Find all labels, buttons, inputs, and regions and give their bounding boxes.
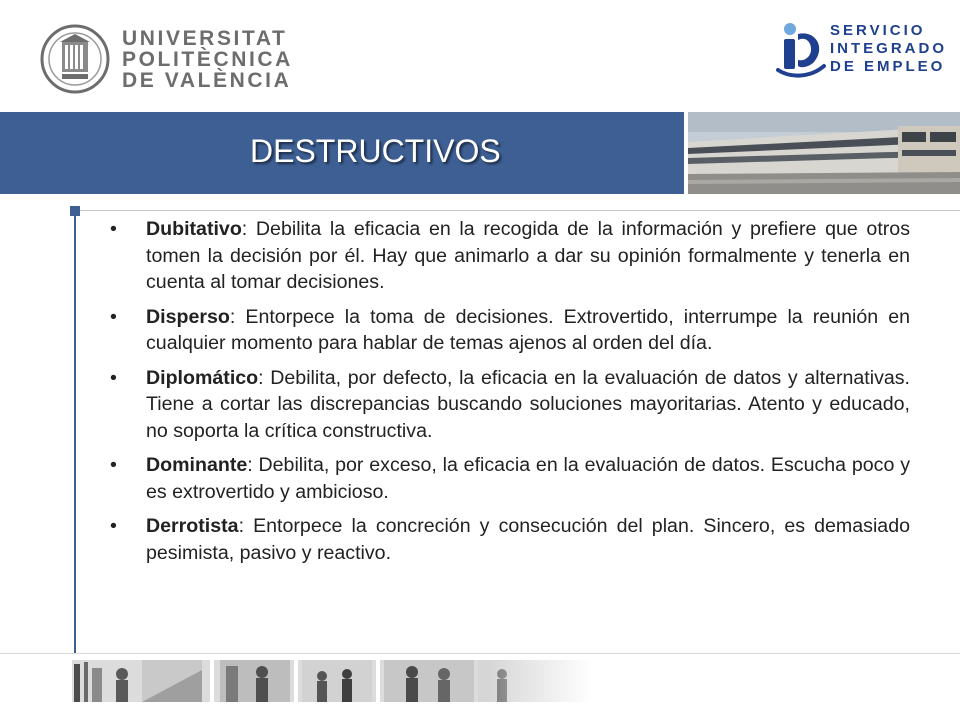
university-name-line-2: POLITÈCNICA xyxy=(122,48,293,71)
bullet-marker: • xyxy=(110,305,117,328)
university-name-line-3: DE VALÈNCIA xyxy=(122,69,292,92)
bullet-list xyxy=(110,216,910,574)
list-item xyxy=(110,365,910,445)
content-bottom-rule xyxy=(0,653,960,654)
employment-service-line-3: DE EMPLEO xyxy=(830,58,946,75)
employment-service-mark-icon xyxy=(776,20,826,78)
bullet-text: : Debilita, por exceso, la eficacia en la evaluación de datos. Escucha poco y es extrovertido y ambicioso. xyxy=(146,454,910,503)
bullet-term: Dominante xyxy=(146,454,248,476)
list-item xyxy=(110,216,910,296)
employment-service-name xyxy=(830,22,947,76)
bullet-text: : Entorpece la toma de decisiones. Extrovertido, interrumpe la reunión en cualquier momento para hablar de temas ajenos al orden del día. xyxy=(146,305,910,354)
list-item xyxy=(110,513,910,566)
employment-service-logo xyxy=(776,20,947,80)
employment-service-line-2: INTEGRADO xyxy=(830,40,947,57)
university-logo xyxy=(40,22,293,96)
bullet-text: : Debilita la eficacia en la recogida de la información y prefiere que otros tomen la decisión por él. Hay que animarlo a dar su opinión formalmente y tenerla en cuenta al tomar decisiones. xyxy=(146,218,910,293)
bullet-term: Derrotista xyxy=(146,515,239,537)
building-photo xyxy=(688,112,960,194)
bullet-term: Disperso xyxy=(146,305,230,328)
content-left-rule xyxy=(74,214,76,654)
footer-photo-strip xyxy=(72,660,592,702)
bullet-text: : Entorpece la concreción y consecución del plan. Sincero, es demasiado pesimista, pasivo y reactivo. xyxy=(146,515,910,564)
content-top-rule xyxy=(78,210,960,211)
list-item xyxy=(110,304,910,357)
university-name-line-1: UNIVERSITAT xyxy=(122,27,288,50)
bullet-text: : Debilita, por defecto, la eficacia en la evaluación de datos y alternativas. Tiene a cortar las discrepancias buscando soluciones mayoritarias. Atento y educado, no soporta la crítica constructiva. xyxy=(146,366,910,442)
bullet-term: Dubitativo xyxy=(146,218,242,240)
bullet-marker: • xyxy=(110,366,117,389)
bullet-marker: • xyxy=(110,218,117,240)
employment-service-line-1: SERVICIO xyxy=(830,22,926,39)
bullet-term: Diplomático xyxy=(146,366,259,389)
bullet-marker: • xyxy=(110,515,117,537)
slide-title: DESTRUCTIVOS xyxy=(250,133,501,169)
university-seal-icon xyxy=(40,22,110,96)
list-item xyxy=(110,452,910,505)
university-name xyxy=(122,28,293,91)
bullet-marker: • xyxy=(110,454,117,476)
